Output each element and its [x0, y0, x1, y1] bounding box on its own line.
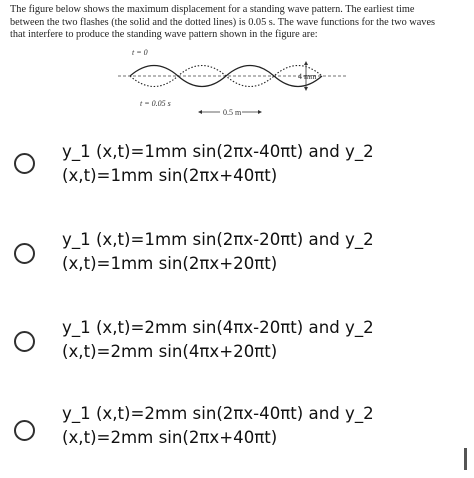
option-3[interactable] — [0, 312, 474, 392]
option-line: (x,t)=1mm sin(2πx+40πt) — [62, 166, 278, 185]
scroll-indicator[interactable] — [464, 448, 467, 470]
option-label — [62, 228, 462, 276]
length-label: 0.5 m — [223, 108, 242, 117]
option-label — [62, 402, 462, 450]
option-1[interactable] — [0, 136, 474, 216]
option-line: (x,t)=1mm sin(2πx+20πt) — [62, 254, 278, 273]
radio-button[interactable] — [14, 420, 35, 441]
option-2[interactable] — [0, 224, 474, 304]
option-line: (x,t)=2mm sin(2πx+40πt) — [62, 428, 278, 447]
option-line: y_1 (x,t)=2mm sin(2πx-40πt) and y_2 — [62, 404, 374, 423]
option-line: y_1 (x,t)=1mm sin(2πx-20πt) and y_2 — [62, 230, 374, 249]
t1-label: t = 0.05 s — [140, 99, 171, 108]
question-line: between the two flashes (the solid and the dotted lines) is 0.05 s. The wave functions for the two waves — [10, 16, 436, 28]
question-line: The figure below shows the maximum displacement for a standing wave pattern. The earliest time — [10, 4, 415, 15]
standing-wave-diagram — [110, 46, 360, 120]
question-text — [10, 4, 468, 42]
option-line: (x,t)=2mm sin(4πx+20πt) — [62, 342, 278, 361]
radio-button[interactable] — [14, 153, 35, 174]
option-line: y_1 (x,t)=2mm sin(4πx-20πt) and y_2 — [62, 318, 374, 337]
option-line: y_1 (x,t)=1mm sin(2πx-40πt) and y_2 — [62, 142, 374, 161]
amplitude-label: 4 mm — [298, 72, 317, 81]
radio-button[interactable] — [14, 331, 35, 352]
radio-button[interactable] — [14, 243, 35, 264]
option-label — [62, 316, 462, 364]
option-4[interactable] — [0, 398, 474, 478]
standing-wave-figure — [110, 46, 360, 120]
question-line: that interfere to produce the standing wave pattern shown in the figure are: — [10, 29, 318, 41]
t0-label: t = 0 — [132, 48, 148, 57]
option-label — [62, 140, 462, 188]
